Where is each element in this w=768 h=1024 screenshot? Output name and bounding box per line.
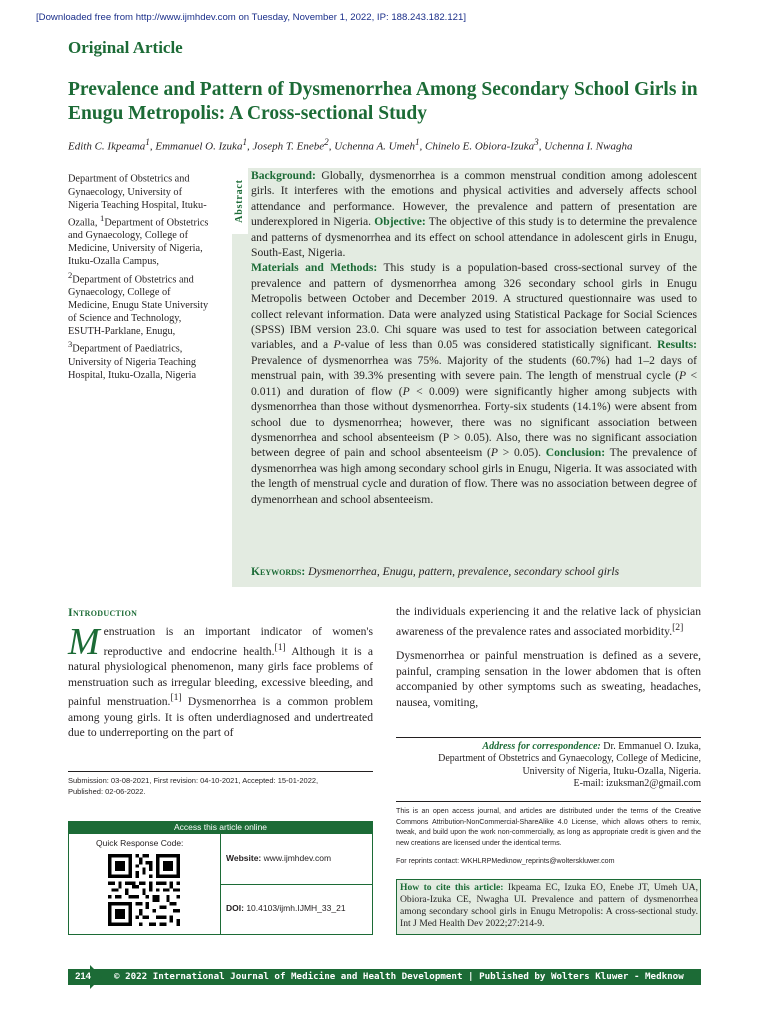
background-text: Globally, dysmenorrhea is a common menstrual condition among adolescent girls. It interferes with the emotions and physical activities and adversely affects school attendance and performance. However, the prevalence and pattern of presentation are underexplored in Nigeria. bbox=[251, 169, 697, 229]
results-text-3: < 0.009) were significantly higher among subjects with dysmenorrhea than those without dysmenorrhea. Forty-six students (14.1%) were absent from school due to dysmenorrhea; however, there was no significant association between dysmenorrhea and school absenteeism (P > 0.05). Also, there was no significant association between degree of pain and school absenteeism ( bbox=[251, 384, 697, 460]
citation-ref: [1] bbox=[274, 641, 286, 653]
affil-sup: 2 bbox=[68, 269, 73, 280]
author: Edith C. Ikpeama bbox=[68, 140, 146, 153]
doi-link[interactable]: 10.4103/ijmh.IJMH_33_21 bbox=[243, 903, 346, 913]
divider bbox=[396, 737, 701, 738]
keywords-label: Keywords: bbox=[251, 565, 306, 578]
methods-text-2: -value of less than 0.05 was considered statistically significant. bbox=[340, 338, 658, 352]
website bbox=[226, 853, 331, 863]
intro-text: Dysmenorrhea is a common problem among young girls. It is often underdiagnosed and undertreated due to underreporting on the part of bbox=[68, 695, 373, 740]
intro-column-2 bbox=[396, 604, 701, 710]
drop-cap: M bbox=[68, 621, 100, 663]
dates-line: Published: 02-06-2022. bbox=[68, 787, 146, 796]
author: Chinelo E. Obiora-Izuka bbox=[425, 140, 535, 153]
keywords-text: Dysmenorrhea, Enugu, pattern, prevalence, secondary school girls bbox=[305, 565, 620, 578]
p-symbol: P bbox=[678, 369, 687, 383]
citation-ref: [1] bbox=[170, 692, 182, 704]
affiliation: Department of Obstetrics and Gynaecology, University of Nigeria Teaching Hospital, Ituku-Ozalla, bbox=[68, 173, 207, 229]
abstract-label-tab bbox=[232, 168, 248, 234]
correspondence-name: Dr. Emmanuel O. Izuka, bbox=[600, 741, 701, 752]
submission-dates bbox=[68, 775, 373, 797]
doi-label: DOI: bbox=[226, 903, 244, 913]
intro-text: Although it is a natural physiological phenomenon, many girls face problems of menstruation such as irregular bleeding, excessive bleeding, and painful menstruation. bbox=[68, 644, 373, 709]
qr-label: Quick Response Code: bbox=[96, 838, 184, 848]
dates-line: Submission: 03-08-2021, First revision: 04-10-2021, Accepted: 15-01-2022, bbox=[68, 776, 319, 785]
conclusion-text: The prevalence of dysmenorrhea was high among secondary school girls in Enugu, Nigeria. It was associated with the length of menstrual cycle and duration of flow. There was no association between degree of dymenorrhean and school absenteeism. bbox=[251, 446, 697, 506]
intro-text: the individuals experiencing it and the relative lack of physician awareness of the prevalence rates and associated morbidity. bbox=[396, 605, 701, 638]
website-link[interactable]: www.ijmhdev.com bbox=[261, 853, 332, 863]
p-symbol: P bbox=[490, 446, 498, 460]
author: Uchenna I. Nwagha bbox=[544, 140, 633, 153]
methods-text: This study is a population-based cross-sectional survey of the prevalence and pattern of dysmenorrhea among 326 secondary school girls in Enugu Metropolis between October and December 2019. A structured questionnaire was used to collect relevant information. Data were analyzed using Statistical Package for Social Sciences (SPSS) IBM version 23.0. Chi square was used to test for association between categorical variables, and a bbox=[251, 261, 697, 352]
affil-sup: 1 bbox=[100, 212, 105, 223]
divider bbox=[68, 771, 373, 772]
article-type: Original Article bbox=[68, 38, 183, 57]
objective-text: The objective of this study is to determine the prevalence and patterns of dysmenorrhea and its effect on school attendance in adolescent girls in Enugu, South-East, Nigeria. bbox=[251, 215, 697, 260]
author-sup: 3 bbox=[534, 137, 539, 147]
page-number: 214 bbox=[75, 971, 91, 982]
intro-text: enstruation is an important indicator of women's reproductive and endocrine health. bbox=[103, 625, 373, 658]
website-label: Website: bbox=[226, 853, 262, 863]
affil-sup: 3 bbox=[68, 339, 73, 350]
correspondence-label: Address for correspondence: bbox=[482, 741, 601, 752]
access-heading: Access this article online bbox=[68, 821, 373, 834]
author-sup: 1 bbox=[242, 137, 248, 147]
author-sup: 1 bbox=[414, 137, 420, 147]
conclusion-label: Conclusion: bbox=[545, 446, 606, 460]
qr-code[interactable] bbox=[108, 854, 180, 926]
correspondence-line: University of Nigeria, Ituku-Ozalla, Nigeria. bbox=[522, 765, 701, 777]
divider bbox=[396, 801, 701, 802]
author-sup: 1 bbox=[145, 137, 150, 147]
affiliation: Department of Obstetrics and Gynaecology, College of Medicine, University of Nigeria, Ituku-Ozalla Campus, bbox=[68, 217, 209, 268]
abstract-label: Abstract bbox=[234, 179, 245, 223]
results-label: Results: bbox=[657, 338, 698, 352]
affiliation: Department of Paediatrics, University of Nigeria Teaching Hospital, Ituku-Ozalla, Nigeria bbox=[68, 343, 197, 381]
intro-paragraph: Dysmenorrhea or painful menstruation is defined as a severe, painful, cramping sensation in the lower abdomen that is often accompanied by other symptoms such as sweating, headaches, nausea, vomiting, bbox=[396, 649, 701, 709]
author-list: Edith C. Ikpeama$^1$, Emmanuel O. Izuka$^1$, Joseph T. Enebe$^2$, Uchenna A. Umeh$^1$, Chinelo E. Obiora-Izuka$^3$, Uchenna I. Nwagha bbox=[68, 137, 633, 153]
correspondence-email: E-mail: izuksman2@gmail.com bbox=[573, 778, 701, 790]
citation-ref: [2] bbox=[672, 621, 684, 633]
methods-label: Materials and Methods: bbox=[251, 261, 378, 275]
p-symbol: P bbox=[333, 338, 341, 352]
affiliation: Department of Obstetrics and Gynaecology, College of Medicine, Enugu State University of Science and Technology, ESUTH-Parklane, Enugu, bbox=[68, 273, 209, 338]
background-label: Background: bbox=[251, 169, 316, 182]
author: Uchenna A. Umeh bbox=[334, 140, 415, 153]
keywords bbox=[251, 565, 697, 578]
correspondence bbox=[396, 741, 701, 791]
intro-column-1 bbox=[68, 621, 373, 741]
introduction-heading: Introduction bbox=[68, 605, 138, 619]
citation-label: How to cite this article: bbox=[400, 882, 504, 893]
intro-paragraph bbox=[396, 604, 701, 639]
reprints-contact: For reprints contact: WKHLRPMedknow_reprints@wolterskluwer.com bbox=[396, 857, 615, 865]
divider bbox=[220, 884, 373, 885]
footer-text: © 2022 International Journal of Medicine and Health Development | Published by Wolters Kluwer - Medknow bbox=[114, 971, 684, 982]
article-title: Prevalence and Pattern of Dysmenorrhea Among Secondary School Girls in Enugu Metropolis: A Cross-sectional Study bbox=[68, 79, 698, 124]
p-symbol: P bbox=[402, 384, 410, 398]
affiliations bbox=[68, 168, 214, 382]
doi bbox=[226, 903, 346, 913]
results-text-4: > 0.05). bbox=[497, 446, 546, 460]
results-text-2: < 0.011) and duration of flow ( bbox=[251, 369, 697, 398]
author: Joseph T. Enebe bbox=[252, 140, 325, 153]
author: Emmanuel O. Izuka bbox=[155, 140, 243, 153]
citation-text: Ikpeama EC, Izuka EO, Enebe JT, Umeh UA, Obiora-Izuka CE, Nwagha UI. Prevalence and pattern of dysmenorrhea among secondary school girls in Enugu Metropolis: A cross-sectional study. Int J Med Health Dev 2022;27:214-9. bbox=[400, 882, 698, 930]
license-text: This is an open access journal, and articles are distributed under the terms of the Creative Commons Attribution-NonCommercial-ShareAlike 4.0 License, which allows others to remix, tweak, and build upon the work non-commercially, as long as appropriate credit is given and the new creations are licensed under the identical terms. bbox=[396, 807, 701, 848]
results-text: Prevalence of dysmenorrhea was 75%. Majority of the students (60.7%) had 1–2 days of menstrual pain, with 39.3% presenting with severe pain. The length of menstrual cycle ( bbox=[251, 353, 697, 383]
correspondence-line: Department of Obstetrics and Gynaecology, College of Medicine, bbox=[438, 753, 701, 765]
author-sup: 2 bbox=[324, 137, 329, 147]
abstract-text bbox=[251, 168, 697, 507]
citation bbox=[400, 882, 698, 930]
download-note: [Downloaded free from http://www.ijmhdev.com on Tuesday, November 1, 2022, IP: 188.243.182.121] bbox=[36, 12, 467, 23]
objective-label: Objective: bbox=[374, 215, 426, 229]
